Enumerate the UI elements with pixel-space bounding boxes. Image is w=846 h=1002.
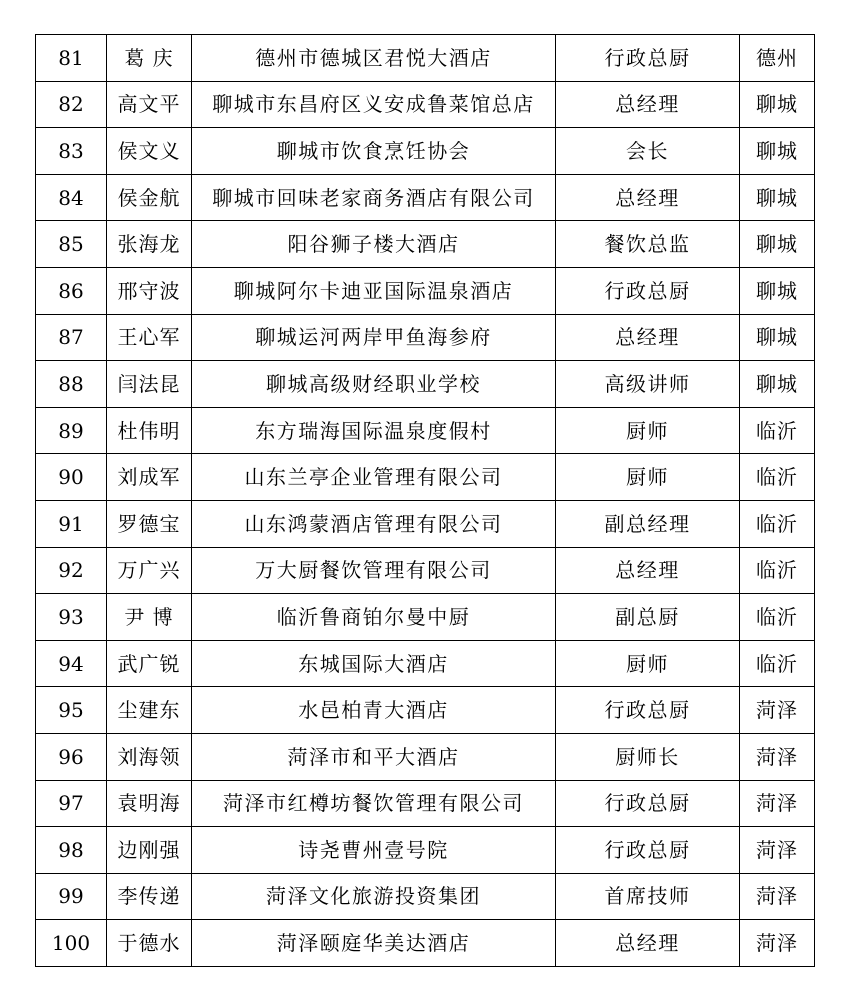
- organization-cell: 山东鸿蒙酒店管理有限公司: [192, 500, 556, 547]
- organization-cell: 菏泽市和平大酒店: [192, 733, 556, 780]
- table-row: [36, 594, 815, 641]
- person-name-cell: 侯文义: [107, 128, 192, 175]
- row-number-cell: 89: [36, 407, 107, 454]
- job-title-cell: 行政总厨: [556, 267, 740, 314]
- organization-cell: 水邑柏青大酒店: [192, 687, 556, 734]
- person-name-cell: 武广锐: [107, 640, 192, 687]
- table-row: [36, 267, 815, 314]
- job-title-cell: 厨师: [556, 640, 740, 687]
- person-name-cell: 葛 庆: [107, 35, 192, 82]
- person-name-cell: 罗德宝: [107, 500, 192, 547]
- city-cell: 聊城: [740, 128, 815, 175]
- city-cell: 聊城: [740, 361, 815, 408]
- table-row: [36, 35, 815, 82]
- row-number-cell: 83: [36, 128, 107, 175]
- city-cell: 聊城: [740, 221, 815, 268]
- person-name-cell: 刘海领: [107, 733, 192, 780]
- city-cell: 菏泽: [740, 873, 815, 920]
- organization-cell: 聊城市饮食烹饪协会: [192, 128, 556, 175]
- city-cell: 菏泽: [740, 780, 815, 827]
- job-title-cell: 首席技师: [556, 873, 740, 920]
- person-name-cell: 于德水: [107, 920, 192, 967]
- job-title-cell: 总经理: [556, 920, 740, 967]
- organization-cell: 东方瑞海国际温泉度假村: [192, 407, 556, 454]
- job-title-cell: 总经理: [556, 81, 740, 128]
- organization-cell: 菏泽文化旅游投资集团: [192, 873, 556, 920]
- organization-cell: 东城国际大酒店: [192, 640, 556, 687]
- organization-cell: 阳谷狮子楼大酒店: [192, 221, 556, 268]
- table-row: [36, 454, 815, 501]
- person-name-cell: 杜伟明: [107, 407, 192, 454]
- person-name-cell: 刘成军: [107, 454, 192, 501]
- row-number-cell: 94: [36, 640, 107, 687]
- job-title-cell: 厨师长: [556, 733, 740, 780]
- roster-body: [36, 35, 815, 967]
- city-cell: 临沂: [740, 454, 815, 501]
- city-cell: 聊城: [740, 267, 815, 314]
- person-name-cell: 边刚强: [107, 827, 192, 874]
- table-row: [36, 920, 815, 967]
- table-row: [36, 361, 815, 408]
- city-cell: 临沂: [740, 407, 815, 454]
- organization-cell: 聊城运河两岸甲鱼海参府: [192, 314, 556, 361]
- person-name-cell: 尘建东: [107, 687, 192, 734]
- city-cell: 临沂: [740, 594, 815, 641]
- row-number-cell: 92: [36, 547, 107, 594]
- city-cell: 德州: [740, 35, 815, 82]
- city-cell: 菏泽: [740, 733, 815, 780]
- person-name-cell: 王心军: [107, 314, 192, 361]
- city-cell: 菏泽: [740, 687, 815, 734]
- job-title-cell: 厨师: [556, 454, 740, 501]
- city-cell: 聊城: [740, 314, 815, 361]
- organization-cell: 山东兰亭企业管理有限公司: [192, 454, 556, 501]
- organization-cell: 聊城高级财经职业学校: [192, 361, 556, 408]
- row-number-cell: 96: [36, 733, 107, 780]
- job-title-cell: 行政总厨: [556, 780, 740, 827]
- row-number-cell: 84: [36, 174, 107, 221]
- job-title-cell: 总经理: [556, 174, 740, 221]
- organization-cell: 聊城市回味老家商务酒店有限公司: [192, 174, 556, 221]
- row-number-cell: 97: [36, 780, 107, 827]
- person-name-cell: 高文平: [107, 81, 192, 128]
- job-title-cell: 行政总厨: [556, 687, 740, 734]
- job-title-cell: 餐饮总监: [556, 221, 740, 268]
- job-title-cell: 厨师: [556, 407, 740, 454]
- row-number-cell: 100: [36, 920, 107, 967]
- job-title-cell: 行政总厨: [556, 35, 740, 82]
- row-number-cell: 93: [36, 594, 107, 641]
- job-title-cell: 行政总厨: [556, 827, 740, 874]
- table-row: [36, 81, 815, 128]
- row-number-cell: 95: [36, 687, 107, 734]
- table-row: [36, 407, 815, 454]
- organization-cell: 万大厨餐饮管理有限公司: [192, 547, 556, 594]
- table-row: [36, 780, 815, 827]
- job-title-cell: 副总厨: [556, 594, 740, 641]
- table-row: [36, 221, 815, 268]
- person-name-cell: 张海龙: [107, 221, 192, 268]
- organization-cell: 聊城市东昌府区义安成鲁菜馆总店: [192, 81, 556, 128]
- roster-table: [35, 34, 815, 967]
- row-number-cell: 98: [36, 827, 107, 874]
- organization-cell: 诗尧曹州壹号院: [192, 827, 556, 874]
- city-cell: 菏泽: [740, 827, 815, 874]
- row-number-cell: 87: [36, 314, 107, 361]
- person-name-cell: 袁明海: [107, 780, 192, 827]
- row-number-cell: 99: [36, 873, 107, 920]
- person-name-cell: 万广兴: [107, 547, 192, 594]
- row-number-cell: 91: [36, 500, 107, 547]
- job-title-cell: 总经理: [556, 547, 740, 594]
- table-row: [36, 314, 815, 361]
- city-cell: 菏泽: [740, 920, 815, 967]
- organization-cell: 聊城阿尔卡迪亚国际温泉酒店: [192, 267, 556, 314]
- table-row: [36, 687, 815, 734]
- row-number-cell: 90: [36, 454, 107, 501]
- person-name-cell: 邢守波: [107, 267, 192, 314]
- organization-cell: 德州市德城区君悦大酒店: [192, 35, 556, 82]
- job-title-cell: 总经理: [556, 314, 740, 361]
- person-name-cell: 侯金航: [107, 174, 192, 221]
- person-name-cell: 尹 博: [107, 594, 192, 641]
- organization-cell: 菏泽市红樽坊餐饮管理有限公司: [192, 780, 556, 827]
- city-cell: 聊城: [740, 174, 815, 221]
- table-row: [36, 500, 815, 547]
- job-title-cell: 高级讲师: [556, 361, 740, 408]
- table-row: [36, 733, 815, 780]
- table-row: [36, 174, 815, 221]
- row-number-cell: 85: [36, 221, 107, 268]
- row-number-cell: 81: [36, 35, 107, 82]
- organization-cell: 临沂鲁商铂尔曼中厨: [192, 594, 556, 641]
- table-row: [36, 873, 815, 920]
- job-title-cell: 副总经理: [556, 500, 740, 547]
- table-row: [36, 128, 815, 175]
- organization-cell: 菏泽颐庭华美达酒店: [192, 920, 556, 967]
- person-name-cell: 闫法昆: [107, 361, 192, 408]
- table-row: [36, 640, 815, 687]
- row-number-cell: 82: [36, 81, 107, 128]
- row-number-cell: 86: [36, 267, 107, 314]
- city-cell: 临沂: [740, 640, 815, 687]
- table-row: [36, 827, 815, 874]
- table-row: [36, 547, 815, 594]
- row-number-cell: 88: [36, 361, 107, 408]
- city-cell: 聊城: [740, 81, 815, 128]
- city-cell: 临沂: [740, 547, 815, 594]
- city-cell: 临沂: [740, 500, 815, 547]
- person-name-cell: 李传递: [107, 873, 192, 920]
- job-title-cell: 会长: [556, 128, 740, 175]
